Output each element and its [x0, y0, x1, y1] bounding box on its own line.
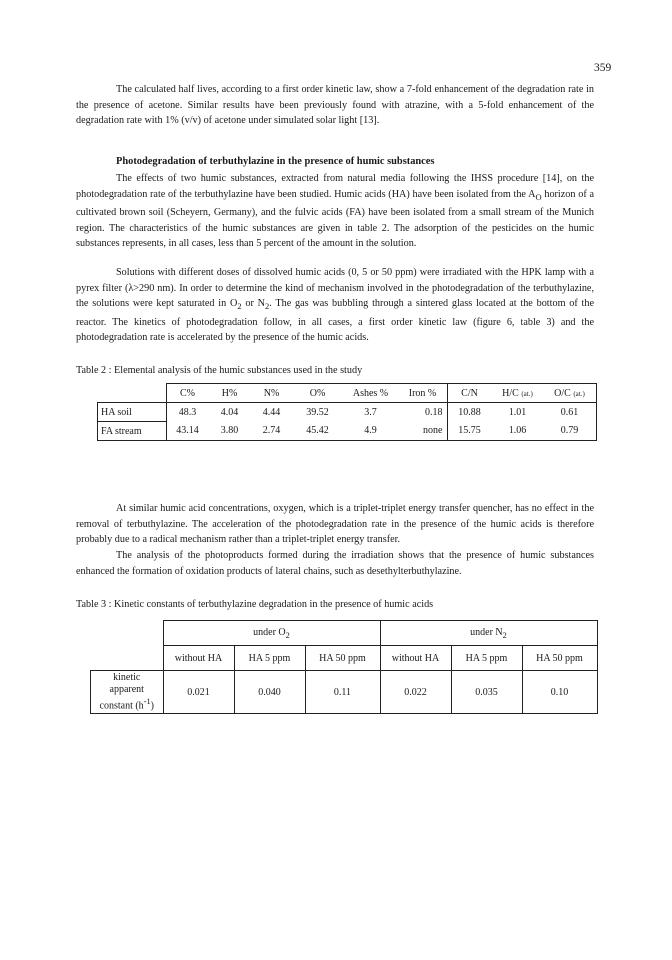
text-part: or N: [241, 298, 266, 310]
table2-header: C/N: [447, 384, 492, 403]
table3-subheader-row: [91, 646, 598, 671]
cell: 0.79: [544, 422, 597, 441]
table3-group-n2: [380, 621, 597, 646]
row-label: FA stream: [98, 422, 167, 441]
superscript: -1: [143, 697, 151, 706]
paragraph-oxygen: At similar humic acid concentrations, oxygen, which is a triplet-triplet energy transfer quencher, has no effect in the removal of terbuthylazine. The acceleration of the photodegradation rate in the presence of the humic acids is therefore probably due to a radical mechanism rather than a triplet-triplet energy transfer.: [76, 503, 594, 546]
cell: 4.04: [220, 406, 239, 418]
cell: none: [399, 422, 448, 441]
cell: 2.74: [251, 422, 293, 441]
table-row: [98, 422, 597, 441]
cell: 0.021: [163, 671, 234, 714]
table2-corner: [98, 384, 167, 403]
table2-header: C%: [166, 384, 209, 403]
header-text: O/C: [554, 387, 571, 399]
cell: 0.022: [380, 671, 451, 714]
table3-subheader: HA 5 ppm: [234, 646, 305, 671]
table3-row-label: [91, 671, 164, 714]
header-suffix: (at.): [521, 389, 533, 398]
table3-corner: [91, 646, 164, 671]
text-part: Solutions with different doses of dissolved humic acids (0, 5 or 50 ppm) were irradiated with the HPK lamp with a pyrex filter (λ>290 nm). In order to determine the kind of mechanism involved in the photodegradation of the terbuthylazine, the solutions were kept saturated in O: [76, 267, 594, 310]
table2-caption: Table 2 : Elemental analysis of the humic substances used in the study: [76, 365, 363, 376]
label-line: constant (h: [99, 700, 144, 712]
label-line: apparent: [109, 684, 144, 695]
cell: 0.040: [234, 671, 305, 714]
table2-header: O%: [293, 384, 343, 403]
cell: 48.3: [178, 406, 197, 418]
cell: 4.9: [343, 422, 399, 441]
cell: 39.52: [306, 406, 329, 418]
subscript: 2: [237, 301, 242, 312]
paragraph-irradiation: [76, 265, 594, 346]
cell: 45.42: [293, 422, 343, 441]
subscript: O: [535, 191, 542, 202]
table3-subheader: HA 5 ppm: [451, 646, 522, 671]
paragraph-humic-substances: [76, 171, 594, 252]
table3-subheader: HA 50 ppm: [305, 646, 380, 671]
cell: 3.80: [209, 422, 251, 441]
table2-header: N%: [251, 384, 293, 403]
table3-group-o2: [163, 621, 380, 646]
table3-caption: Table 3 : Kinetic constants of terbuthylazine degradation in the presence of humic acids: [76, 599, 434, 610]
cell: 10.88: [458, 406, 481, 418]
subscript: 2: [502, 630, 507, 640]
table-row: [91, 671, 598, 714]
table2-header: H%: [209, 384, 251, 403]
subscript: 2: [285, 630, 290, 640]
cell: 0.10: [522, 671, 597, 714]
header-suffix: (at.): [573, 389, 585, 398]
table2-header-oc: [544, 384, 597, 403]
cell: 43.14: [166, 422, 209, 441]
table2-header: Iron %: [399, 384, 448, 403]
table-row: [98, 403, 597, 422]
table2-header: Ashes %: [343, 384, 399, 403]
text-part: The effects of two humic substances, extracted from natural media following the IHSS procedure [14], on the photodegradation rate of the terbuthylazine have been studied. Humic acids (HA) have been isolated from the A: [76, 173, 594, 200]
table2-header-row: [98, 384, 597, 403]
cell: 0.61: [544, 403, 597, 422]
text-part: horizon of a cultivated brown soil (Scheyern, Germany), and the fulvic acids (FA) have been isolated from a small stream of the Munich region. The characteristics of the humic substances are given in table 2. The adsorption of the pesticides on the humic substances represents, in all cases, less than 5 percent of the amount in the solution.: [76, 188, 594, 250]
cell: 0.18: [399, 403, 448, 422]
subscript: 2: [265, 301, 270, 312]
text-part: . The gas was bubbling through a sintered glass located at the bottom of the reactor. The kinetics of photodegradation follow, in all cases, a first order kinetic law (figure 6, table 3) and the photodegradation rate is accelerated by the presence of the humic acids.: [76, 298, 594, 344]
group-text: under O: [253, 626, 286, 638]
label-line: ): [150, 700, 154, 712]
header-text: H/C: [502, 387, 519, 399]
cell: 0.11: [305, 671, 380, 714]
table3-subheader: HA 50 ppm: [522, 646, 597, 671]
table3-kinetic-constants: [90, 620, 598, 714]
table3-subheader: without HA: [163, 646, 234, 671]
label-line: kinetic: [113, 672, 141, 683]
table2-header-hc: [492, 384, 544, 403]
cell: 0.035: [451, 671, 522, 714]
table3-corner: [91, 621, 164, 646]
table2-elemental-analysis: [97, 383, 597, 441]
cell: 15.75: [447, 422, 492, 441]
cell: 1.01: [508, 406, 527, 418]
row-label: HA soil: [98, 403, 167, 422]
table3-group-row: [91, 621, 598, 646]
group-text: under N: [470, 626, 503, 638]
section-heading: Photodegradation of terbuthylazine in the presence of humic substances: [116, 156, 435, 167]
cell: 1.06: [492, 422, 544, 441]
cell: 4.44: [262, 406, 281, 418]
paragraph-photoproducts: The analysis of the photoproducts formed during the irradiation shows that the presence of humic substances enhanced the formation of oxidation products of lateral chains, such as desethylterbuthylazine.: [76, 550, 594, 577]
page-number: 359: [594, 62, 612, 74]
paragraph-intro: The calculated half lives, according to a first order kinetic law, show a 7-fold enhancement of the degradation rate in the presence of acetone. Similar results have been previously found with atrazine, with a 5-fold enhancement of the degradation rate with 1% (v/v) of acetone under simulated solar light [13].: [76, 84, 594, 127]
cell: 3.7: [364, 406, 377, 418]
table3-subheader: without HA: [380, 646, 451, 671]
